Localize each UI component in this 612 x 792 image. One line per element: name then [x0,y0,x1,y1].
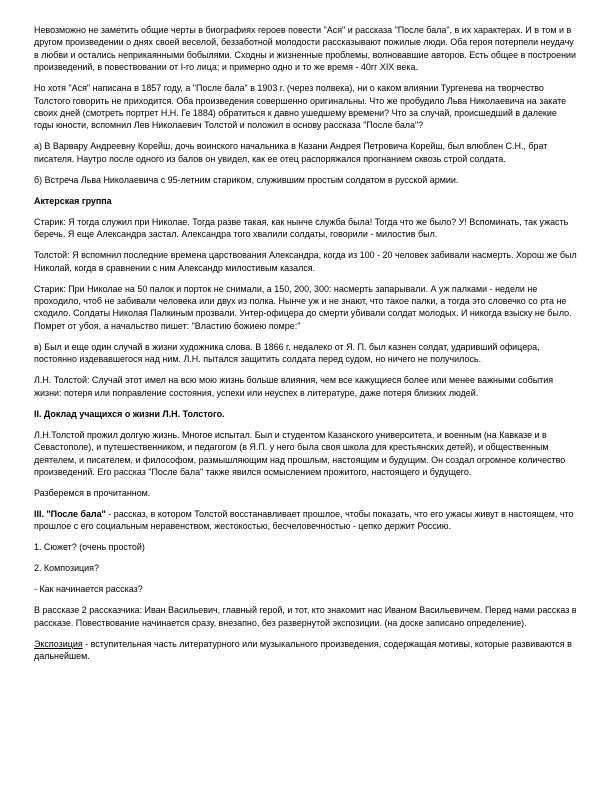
paragraph-plot: 1. Сюжет? (очень простой) [34,542,145,553]
paragraph-old-man-1: Старик: Я тогда служил при Николае. Тогда разве такая, как нынче служба была! Тогда что же было? У! Вспоминать, так ужасть беречь. Я еще Александра застал. Александра того хвалили солдаты, говорили - милостив был. [34,216,569,240]
exposition-term: Экспозиция [34,638,83,649]
paragraph-beginning: - Как начинается рассказ? [34,584,143,595]
paragraph-item-c: в) Был и еще один случай в жизни художника слова. В 1866 г. недалеко от Я. П. был казнен солдат, ударивший офицера, постоянно издевавшегося над ним. Л.Н. пытался защитить солдата перед судом, но ничего не получилось. [34,341,540,365]
section-3-title: III. "После бала" [34,508,106,519]
paragraph-biography: Л.Н.Толстой прожил долгую жизнь. Многое испытал. Был и студентом Казанского университета, и военным (на Кавказе и в Севастополе), и путешественником, и педагогом (в Я.П. у него была своя школа для крестьянских детей), и общественным деятелем, и писателем, и философом, размышляющим над прошлым, настоящим и будущим. Он создал огромное количество произведений. Его рассказ "После бала" также явился осмыслением прожитого, настоящего и будущего. [34,429,566,477]
paragraph-analysis-intro: Разберемся в прочитанном. [34,487,151,498]
paragraph-exposition [34,638,578,663]
heading-report: II. Доклад учащихся о жизни Л.Н. Толстого. [34,408,225,419]
paragraph-old-man-2: Старик: При Николае на 50 палок и порток не снимали, а 150, 200, 300: насмерть запарывали. А уж палками - недели не проходило, чтоб не забивали человека или двух из полка. Нынче уж и не знают, что такое палки, а тогда это словечко со рта не сходило. Солдаты Николая Палкиным прозвали. Унтер-офицера до смерти убивали солдат молодых. И никогда взыску не было. Помрет от убоя, а начальство пишет: "Властию божиею помре:" [34,283,572,331]
paragraph-question: Но хотя "Ася" написана в 1857 году, а "После бала" в 1903 г. (через полвека), ни о каком влиянии Тургенева на творчество Толстого говорить не приходится. Оба произведения совершенно оригинальны. Что же пробудило Льва Николаевича на закате своих дней (смотреть портрет Н.Н. Ге 1884) обратиться к давно ушедшему времени? Что за случай, происшедший в далекие годы юности, вспомнил Лев Николаевич Толстой и положил в основу рассказа "После бала"? [34,83,567,131]
paragraph-tolstoy-1: Толстой: Я вспомнил последние времена царствования Александра, когда из 100 - 20 человек забивали насмерть. Хорош же был Николай, когда в сравнении с ним Александр милостивым казался. [34,250,577,273]
paragraph-intro: Невозможно не заметить общие черты в биографиях героев повести "Ася" и рассказа "После бала", в их характерах. И в том и в другом произведении о днях своей веселой, беззаботной молодости рассказывают пожилые люди. Оба героя потерпели неудачу в любви и остались неприкаянными бобылями. Сходны и жизненные проблемы, волновавшие авторов. Есть общее в построении произведений, в повествовании от I-го лица; и примерно одно и то же время - 40гг XIX века. [34,25,577,73]
paragraph-section-3 [34,508,578,533]
section-3-text: - рассказ, в котором Толстой восстанавливает прошлое, чтобы показать, что его ужасы живут в настоящем, что прошлое с его социальным неравенством, жестокостью, бесчеловечностью - цепко держит Россию. [34,508,574,532]
paragraph-composition: 2. Композиция? [34,563,99,574]
heading-actor-group: Актерская группа [34,195,112,206]
paragraph-tolstoy-quote: Л.Н. Толстой: Случай этот имел на всю мою жизнь больше влияния, чем все кажущиеся более или менее важными события жизни: потеря или поправление состояния, успехи или неуспех в литературе, даже потеря близких людей. [34,375,554,398]
paragraph-item-b: б) Встреча Льва Николаевича с 95-летним стариком, служившим простым солдатом в русской армии. [34,174,459,185]
document-page [34,24,578,671]
paragraph-narrators: В рассказе 2 рассказчика: Иван Васильевич, главный герой, и тот, кто знакомит нас Иваном Васильевичем. Перед нами рассказ в рассказе. Повествование начинается сразу, внезапно, без развернутой экспозиции. (на доске записано определение). [34,605,577,628]
paragraph-item-a: а) В Варвару Андреевну Корейш, дочь воинского начальника в Казани Андрея Петровича Корейш, был влюблен С.Н., брат писателя. Наутро после одного из балов он увидел, как ее отец распоряжался прогнанием сквозь строй солдата. [34,141,548,164]
exposition-definition: - вступительная часть литературного или музыкального произведения, содержащая мотивы, которые развиваются в дальнейшем. [34,638,572,662]
